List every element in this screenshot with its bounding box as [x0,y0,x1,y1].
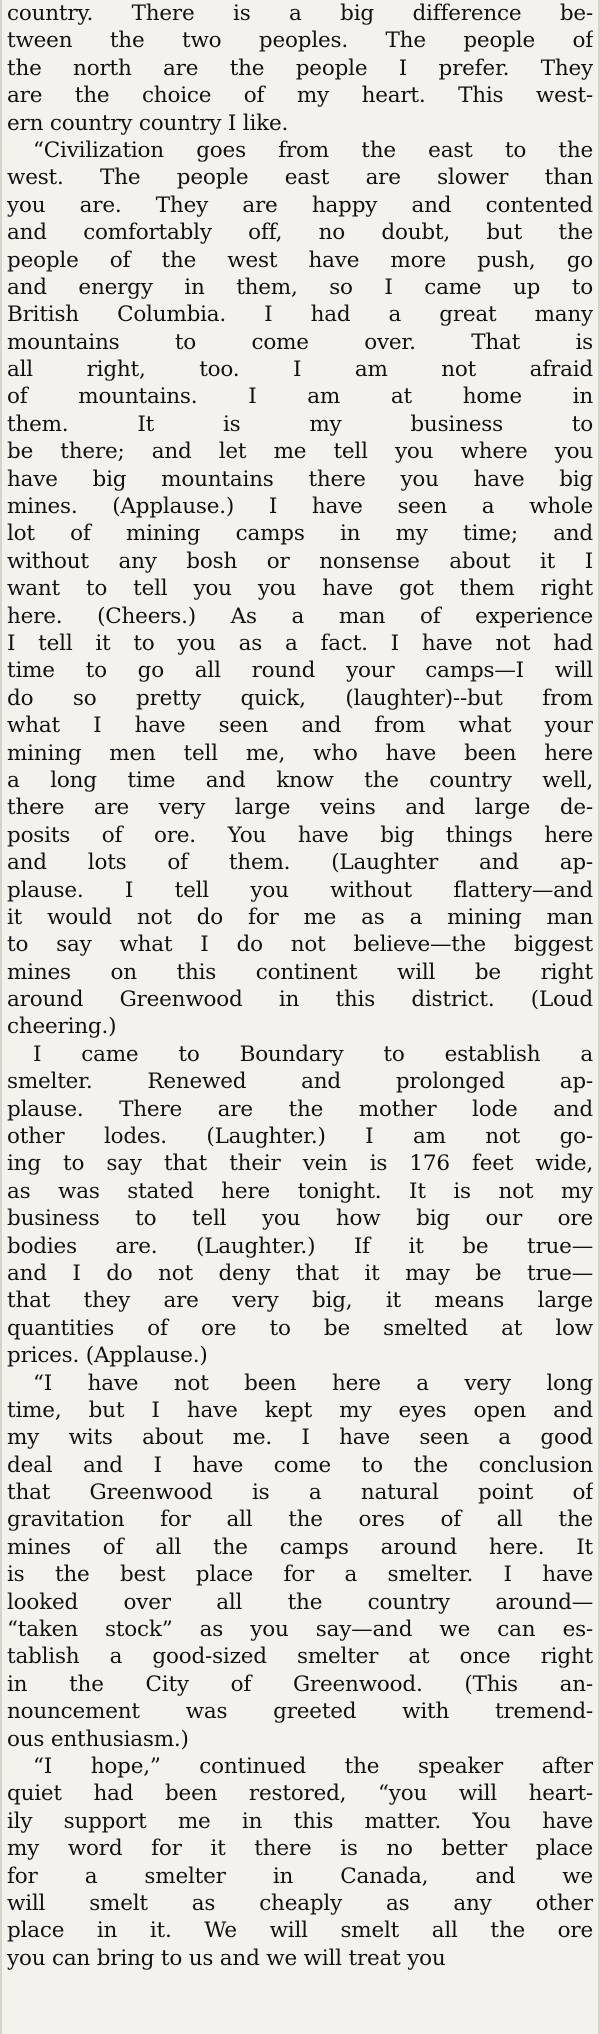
article-line: and comfortably off, no doubt, but the [7,220,593,246]
article-line: place in it. We will smelt all the ore [7,1918,593,1944]
article-line: as was stated here tonight. It is not my [7,1178,593,1204]
article-line: smelter. Renewed and prolonged ap- [7,1069,593,1095]
article-line: is the best place for a smelter. I have [7,1562,593,1588]
article-line: without any bosh or nonsense about it I [7,548,593,574]
article-line: prices. (Applause.) [7,1343,208,1369]
article-line: lot of mining camps in my time; and [7,521,593,547]
article-line: it would not do for me as a mining man [7,904,593,930]
article-line: time, but I have kept my eyes open and [7,1397,593,1423]
article-line: what I have seen and from what your [7,713,593,739]
article-line: “Civilization goes from the east to the [33,137,593,163]
article-line: ern country country I like. [7,110,289,136]
article-line: posits of ore. You have big things here [7,822,593,848]
article-line: deal and I have come to the conclusion [7,1452,593,1478]
article-line: mountains to come over. That is [7,329,593,355]
article-line: a long time and know the country well, [7,767,593,793]
article-line: mining men tell me, who have been here [7,740,593,766]
article-line: “I have not been here a very long [33,1370,593,1396]
article-line: be there; and let me tell you where you [7,439,593,465]
article-line: of mountains. I am at home in [7,384,593,410]
article-line: here. (Cheers.) As a man of experience [7,603,593,629]
article-line: British Columbia. I had a great many [7,302,593,328]
article-line: you are. They are happy and contented [7,192,593,218]
article-line: and lots of them. (Laughter and ap- [7,850,593,876]
article-line: my wits about me. I have seen a good [7,1425,593,1451]
article-line: mines. (Applause.) I have seen a whole [7,494,593,520]
article-column [7,0,593,1972]
article-line: that Greenwood is a natural point of [7,1480,593,1506]
column-rule-left [0,0,2,2034]
article-line: nouncement was greeted with tremend- [7,1699,593,1725]
article-line: business to tell you how big our ore [7,1206,593,1232]
article-line: you can bring to us and we will treat you [7,1945,446,1971]
article-line: people of the west have more push, go [7,247,593,273]
article-line: them. It is my business to [7,411,593,437]
article-line: will smelt as cheaply as any other [7,1890,593,1916]
article-line: west. The people east are slower than [7,165,593,191]
article-line: in the City of Greenwood. (This an- [7,1671,593,1697]
article-line: quiet had been restored, “you will heart- [7,1781,593,1807]
article-line: mines of all the camps around here. It [7,1534,593,1560]
article-line: ily support me in this matter. You have [7,1808,593,1834]
article-line: do so pretty quick, (laughter)--but from [7,685,593,711]
article-line: plause. There are the mother lode and [7,1096,593,1122]
article-line: tablish a good-sized smelter at once right [7,1644,593,1670]
article-line: ing to say that their vein is 176 feet wide, [7,1151,593,1177]
article-line: to say what I do not believe—the biggest [7,932,593,958]
article-line: mines on this continent will be right [7,959,593,985]
article-line: for a smelter in Canada, and we [7,1863,593,1889]
article-line: are the choice of my heart. This west- [7,83,593,109]
article-line: cheering.) [7,1014,117,1040]
article-line: country. There is a big difference be- [7,1,593,26]
article-line: and energy in them, so I came up to [7,274,593,300]
article-line: and I do not deny that it may be true— [7,1260,593,1286]
article-line: quantities of ore to be smelted at low [7,1315,593,1341]
article-line: that they are very big, it means large [7,1288,593,1314]
article-line: other lodes. (Laughter.) I am not go- [7,1124,593,1150]
article-line: “taken stock” as you say—and we can es- [7,1617,593,1643]
article-line: ous enthusiasm.) [7,1726,189,1752]
article-line: time to go all round your camps—I will [7,658,593,684]
article-line: there are very large veins and large de- [7,795,593,821]
article-line: “I hope,” continued the speaker after [33,1754,593,1779]
article-line: gravitation for all the ores of all the [7,1507,593,1533]
article-line: bodies are. (Laughter.) If it be true— [7,1233,593,1259]
article-line: I came to Boundary to establish a [33,1041,593,1067]
article-line: plause. I tell you without flattery—and [7,877,593,903]
article-line: want to tell you you have got them right [7,576,593,602]
article-line: the north are the people I prefer. They [7,55,593,81]
article-line: all right, too. I am not afraid [7,357,593,383]
article-line: have big mountains there you have big [7,466,593,492]
article-line: I tell it to you as a fact. I have not had [7,630,593,656]
article-line: looked over all the country around— [7,1589,593,1615]
article-line: my word for it there is no better place [7,1836,593,1862]
article-line: around Greenwood in this district. (Loud [7,987,593,1013]
article-line: tween the two peoples. The people of [7,28,593,54]
